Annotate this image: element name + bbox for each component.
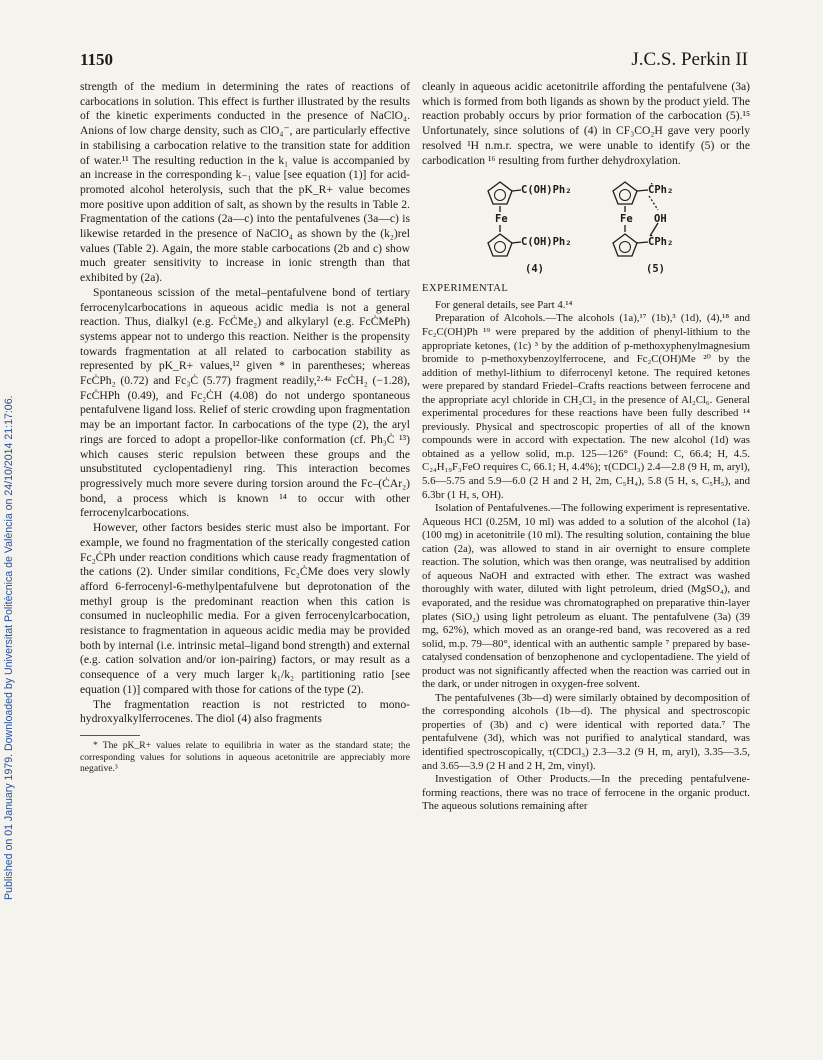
structure-drawing (422, 172, 750, 276)
paragraph: Preparation of Alcohols.—The alcohols (1a),¹⁷ (1b),³ (1d), (4),¹⁸ and Fc₂C(OH)Ph ¹⁹ were prepared by the addition of phenyl-lithium to the appropriate ketones, (1c) ³ by the addition of p-methoxyphenylmagnesium bromide to p-methoxybenzoylferrocene, and Fc₂C(OH)Me ²⁰ by the addition of methyl-lithium to diferrocenyl ketone. The required ketones were prepared by standard Friedel–Crafts reactions between ferrocene and the appropriate acyl chloride in CH₂Cl₂ in the presence of Al₂Cl₆. General experimental procedures for these reactions have been fully described ¹⁴ previously. Physical and spectroscopic properties of all of the known compounds were in accord with expectation. The new alcohol (1d) was obtained as a yellow solid, m.p. 125—126° (Found: C, 66.4; H, 4.5. C₂₄H₁₉F₃FeO requires C, 66.1; H, 4.4%); τ(CDCl₃) 2.4—2.8 (9 H, m, aryl), 5.6—5.75 and 5.9—6.0 (2 H and 2 H, 2m, C₅H₄), 5.8 (5 H, s, C₅H₅), and 6.3br (1 H, s, OH). (422, 312, 750, 501)
substituent-label: C(OH)Ph₂ (521, 236, 572, 249)
hydroxy-label: OH (654, 213, 667, 226)
margin-note-text: Published on 01 January 1979. Downloaded by Universitat Politècnica de València on 24/10/2014 21:17:06. (3, 395, 15, 900)
compound-label: (5) (646, 263, 665, 276)
paragraph: Spontaneous scission of the metal–pentafulvene bond of tertiary ferrocenylcarbocations in aqueous acidic media is not a general reaction. Thus, dialkyl (e.g. FcĊMe₂) and alkylaryl (e.g. FcĊMePh) systems appear not to undergo this reaction. Neither is the propensity towards fragmentation at all related to carbocation stability as represented by pK_R+ values,¹² given * in parentheses; whereas FcĊPh₂ (0.72) and Fc₃Ċ (5.77) fragment readily,²·⁴ᵃ FcĊH₂ (−1.28), FcĊHPh (0.49), and Fc₂ĊH (4.08) do not undergo spontaneous pentafulvene ligand loss. Relief of steric crowding upon fragmentation may be an important factor. In carbocations of the type (2), the aryl rings are forced to adopt a propellor-like conformation (cf. Ph₃Ċ ¹³) which causes steric repulsion between these groups and the unsubstituted cyclopentadienyl ring. This interaction becomes progressively much more severe during torsion around the Fc–(ĊAr₂) bond, a process which is known ¹⁴ to occur with other ferrocenylcarbocations. (80, 285, 410, 520)
footnote-text: * The pK_R+ values relate to equilibria in water as the standard state; the corresponding values for solutions in aqueous acetonitrile are appreciably more negative.³ (80, 739, 410, 775)
paragraph: strength of the medium in determining the rates of reactions of carbocations in solution. This effect is further illustrated by the results of the kinetic experiments conducted in the presence of NaClO₄. Anions of low charge density, such as ClO₄⁻, are particularly effective in stabilising a carbocation relative to the transition state for addition of water.¹¹ The resulting reduction in the k₁ value is accompanied by an increase in the corresponding k₋₁ value [see equation (1)] for acid-promoted alcohol heterolysis, such that the pK_R+ value becomes more positive upon addition of salt, as shown by the results in Table 2. Fragmentation of the cations (2a—c) into the pentafulvenes (3a—c) is likewise retarded in the presence of NaClO₄ as shown by the (k₂)rel values (Table 2). Again, the more stable carbocations (2b and c) show much greater sensitivity to increase in ionic strength than that exhibited by (2a). (80, 80, 410, 285)
substituent-label: ĊPh₂ (648, 236, 674, 249)
structure-figure (422, 172, 750, 276)
paragraph: Investigation of Other Products.—In the preceding pentafulvene-forming reactions, there was no trace of ferrocene in the organic product. The aqueous solutions remaining after (422, 773, 750, 813)
footnote (80, 740, 410, 775)
footnote-rule (80, 735, 140, 736)
compound-label: (4) (525, 263, 544, 276)
page-number: 1150 (80, 50, 114, 69)
iron-label: Fe (620, 213, 633, 226)
substituent-label: C(OH)Ph₂ (521, 184, 572, 197)
publication-margin-note (3, 140, 19, 900)
journal-title: J.C.S. Perkin II (631, 49, 748, 70)
paragraph: Isolation of Pentafulvenes.—The following experiment is representative. Aqueous HCl (0.25M, 10 ml) was added to a solution of the alcohol (1a) (100 mg) in acetonitrile (10 ml). The resulting solution, containing the blue cation (2a), was allowed to stand in air overnight to ensure complete reaction. The solution, which was then orange, was neutralised by addition of aqueous NaOH and extracted with ether. The extract was washed thoroughly with water, diluted with light petroleum, dried (MgSO₄), and evaporated, and the residue was chromatographed on preparative thin-layer plates (SiO₂) using light petroleum as eluant. The pentafulvene (3a) (39 mg, 62%), which moved as an orange-red band, was recovered as a red solid, m.p. 79—80°, identical with an authentic sample ⁷ prepared by base-catalysed condensation of benzophenone and cyclopentadiene. The yield of product was not significantly affected when the reaction was carried out in the dark, or under nitrogen in oxygen-free solvent. (422, 502, 750, 691)
paragraph: The fragmentation reaction is not restricted to mono-hydroxyalkylferrocenes. The diol (4) also fragments (80, 697, 410, 726)
paragraph: For general details, see Part 4.¹⁴ (435, 298, 573, 311)
right-column (422, 80, 750, 814)
paragraph: cleanly in aqueous acidic acetonitrile affording the pentafulvene (3a) which is formed from both ligands as shown by the product yield. The reaction probably occurs by prior formation of the carbocation (5).¹⁵ Unfortunately, since solutions of (4) in CF₃CO₂H gave very poorly resolved ¹H n.m.r. spectra, we were unable to identify (5) or the carbodication ¹⁶ resulting from further dehydroxylation. (422, 80, 750, 167)
iron-label: Fe (495, 213, 508, 226)
paragraph: The pentafulvenes (3b—d) were similarly obtained by decomposition of the corresponding alcohols (1b—d). The physical and spectroscopic properties of (3b) and c) were identical with reported data.⁷ The pentafulvene (3d), which was not purified to analytical standard, was identified spectroscopically, τ(CDCl₃) 2.3—3.2 (9 H, m, aryl), 3.35—3.5, and 3.65—3.9 (2 H and 2 H, 2m, vinyl). (422, 691, 750, 772)
section-heading: EXPERIMENTAL (422, 283, 509, 295)
paragraph: However, other factors besides steric must also be important. For example, we found no fragmentation of the sterically congested cation Fc₂ĊPh under reaction conditions which cause ready fragmentation of the cations (2). Under similar conditions, Fc₂ĊMe does very slowly afford 6-ferrocenyl-6-methylpentafulvene but deprotonation of the methyl group is the predominant reaction when this cation is consumed in nucleophilic media. For a given ferrocenylcarbocation, resistance to fragmentation in aqueous acidic media may be provided both by internal (i.e. intrinsic metal–ligand bond strength) and external (e.g. cation solvation and/or ion-pairing) factors, or may result as a consequence of a very much larger k₁/k₂ partitioning ratio [see equation (1)] compared with those for cations of the type (2). (80, 521, 410, 696)
substituent-label: ĊPh₂ (648, 184, 674, 197)
left-column (80, 80, 410, 775)
